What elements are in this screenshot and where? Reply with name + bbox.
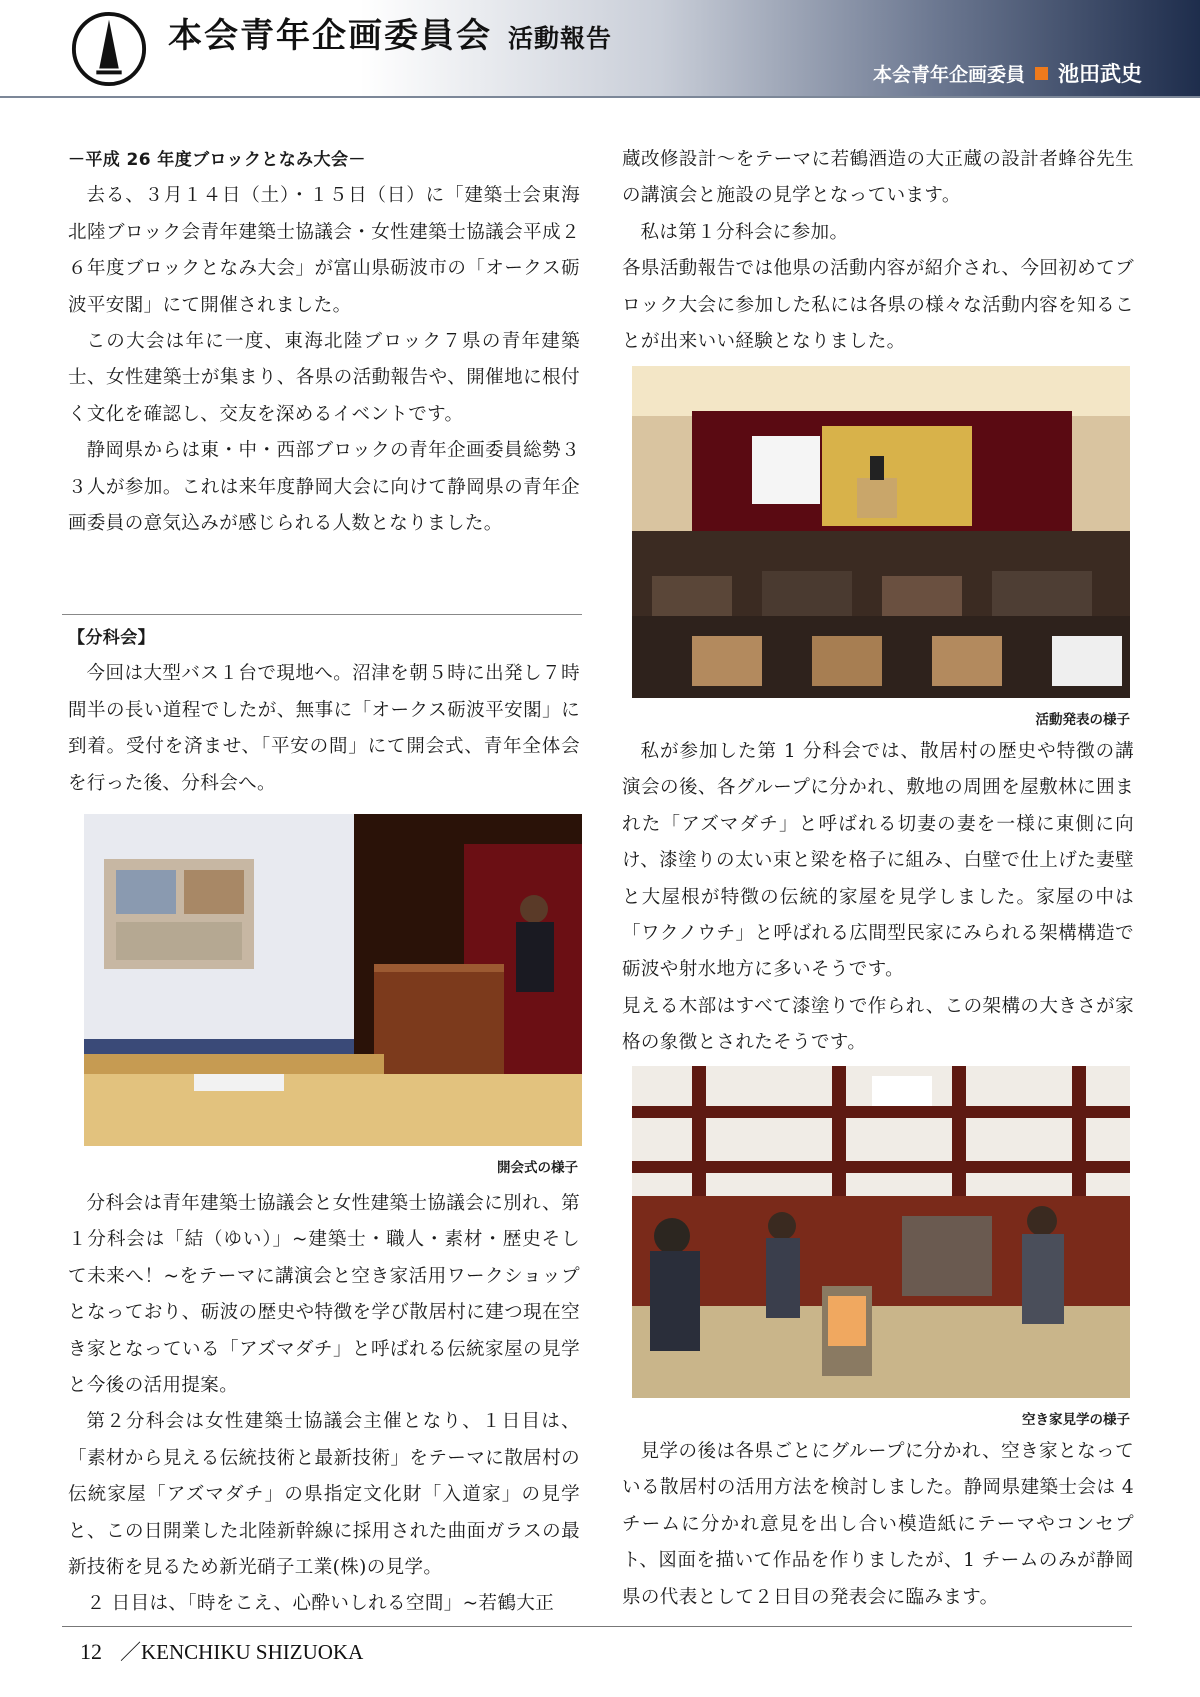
- photo-vacant-house-tour-image: [632, 1066, 1130, 1398]
- section-divider: [62, 614, 582, 615]
- paragraph: 第２分科会は女性建築士協議会主催となり、１日目は、「素材から見える伝統技術と最新技術」をテーマに散居村の伝統家屋「アズマダチ」の県指定文化財「入道家」の見学と、この日開業した北陸新幹線に採用された曲面ガラスの最新技術を見るため新光硝子工業(株)の見学。: [68, 1411, 580, 1579]
- footer-divider: [62, 1626, 1132, 1627]
- right-column: [622, 142, 1134, 360]
- paragraph: 分科会は青年建築士協議会と女性建築士協議会に別れ、第１分科会は「結（ゆい）」~建築士・職人・素材・歴史そして未来へ！~をテーマに講演会と空き家活用ワークショップとなっており、砺波の歴史や特徴を学び散居村に建つ現在空き家となっている「アズマダチ」と呼ばれる伝統家屋の見学と今後の活用提案。: [68, 1193, 580, 1397]
- paragraph: 今回は大型バス１台で現地へ。沼津を朝５時に出発し７時間半の長い道程でしたが、無事に「オークス砺波平安閣」に到着。受付を済ませ、「平安の間」にて開会式、青年全体会を行った後、分科会へ。: [68, 663, 580, 794]
- author-role: 本会青年企画委員: [872, 64, 1025, 86]
- paragraph: 去る、３月１４日（土）・１５日（日）に「建築士会東海北陸ブロック会青年建築士協議会・女性建築士協議会平成２６年度ブロックとなみ大会」が富山県砺波市の「オークス砺波平安閣」にて開催されました。: [68, 185, 580, 316]
- paragraph: 私が参加した第 1 分科会では、散居村の歴史や特徴の講演会の後、各グループに分かれ、敷地の周囲を屋敷林に囲まれた「アズマダチ」と呼ばれる切妻の妻を一様に東側に向け、漆塗りの太い束と梁を格子に組み、白壁で仕上げた妻壁と大屋根が特徴の伝統的家屋を見学しました。家屋の中は「ワクノウチ」と呼ばれる広間型民家にみられる架構構造で砺波や射水地方に多いそうです。: [622, 741, 1134, 981]
- caption-activity-presentation: 活動発表の様子: [1035, 712, 1130, 728]
- caption-vacant-house-tour: 空き家見学の様子: [1022, 1412, 1130, 1428]
- page-header: [0, 0, 1200, 98]
- section-heading-subcommittee: 【分科会】: [68, 628, 155, 648]
- page-number: 12: [80, 1639, 102, 1664]
- title-sub: 活動報告: [508, 24, 613, 53]
- association-logo-icon: [70, 10, 148, 88]
- paragraph: 見学の後は各県ごとにグループに分かれ、空き家となっている散居村の活用方法を検討しました。静岡県建築士会は 4 チームに分かれ意見を出し合い模造紙にテーマやコンセプト、図面を描いて作品を作りましたが、1 チームのみが静岡県の代表として２日目の発表会に臨みます。: [622, 1441, 1134, 1608]
- publication-name: ／KENCHIKU SHIZUOKA: [120, 1640, 364, 1664]
- paragraph: 私は第１分科会に参加。: [640, 221, 849, 243]
- photo-opening-ceremony: [84, 814, 582, 1146]
- left-column-section2: [68, 620, 580, 802]
- title-main: 本会青年企画委員会: [168, 16, 492, 56]
- caption-opening-ceremony: 開会式の様子: [497, 1160, 578, 1176]
- left-column: [68, 142, 580, 542]
- left-column-section3: [68, 1186, 580, 1623]
- paragraph: この大会は年に一度、東海北陸ブロック７県の青年建築士、女性建築士が集まり、各県の活動報告や、開催地に根付く文化を確認し、交友を深めるイベントです。: [68, 331, 580, 425]
- author-name: 池田武史: [1058, 62, 1142, 86]
- paragraph: 静岡県からは東・中・西部ブロックの青年企画委員総勢３３人が参加。これは来年度静岡大会に向けて静岡県の青年企画委員の意気込みが感じられる人数となりました。: [68, 440, 580, 535]
- right-column-section2: [622, 734, 1134, 1062]
- paragraph: 蔵改修設計～をテーマに若鶴酒造の大正蔵の設計者蜂谷先生の講演会と施設の見学となっています。: [622, 149, 1134, 207]
- section-heading-block-meeting: －平成 26 年度ブロックとなみ大会－: [68, 150, 366, 170]
- photo-activity-presentation: [632, 366, 1130, 698]
- author-line: [873, 58, 1142, 88]
- photo-opening-ceremony-image: [84, 814, 582, 1146]
- paragraph: ２ 日目は、「時をこえ、心酔いしれる空間」~若鶴大正: [86, 1593, 555, 1615]
- paragraph: 見える木部はすべて漆塗りで作られ、この架構の大きさが家格の象徴とされたそうです。: [622, 995, 1134, 1054]
- photo-activity-presentation-image: [632, 366, 1130, 698]
- orange-square-icon: [1035, 67, 1048, 80]
- page-title: [168, 8, 612, 57]
- right-column-section3: [622, 1434, 1134, 1616]
- paragraph: 各県活動報告では他県の活動内容が紹介され、今回初めてブロック大会に参加した私には各県の様々な活動内容を知ることが出来いい経験となりました。: [622, 258, 1134, 353]
- photo-vacant-house-tour: [632, 1066, 1130, 1398]
- page-footer: [80, 1636, 363, 1666]
